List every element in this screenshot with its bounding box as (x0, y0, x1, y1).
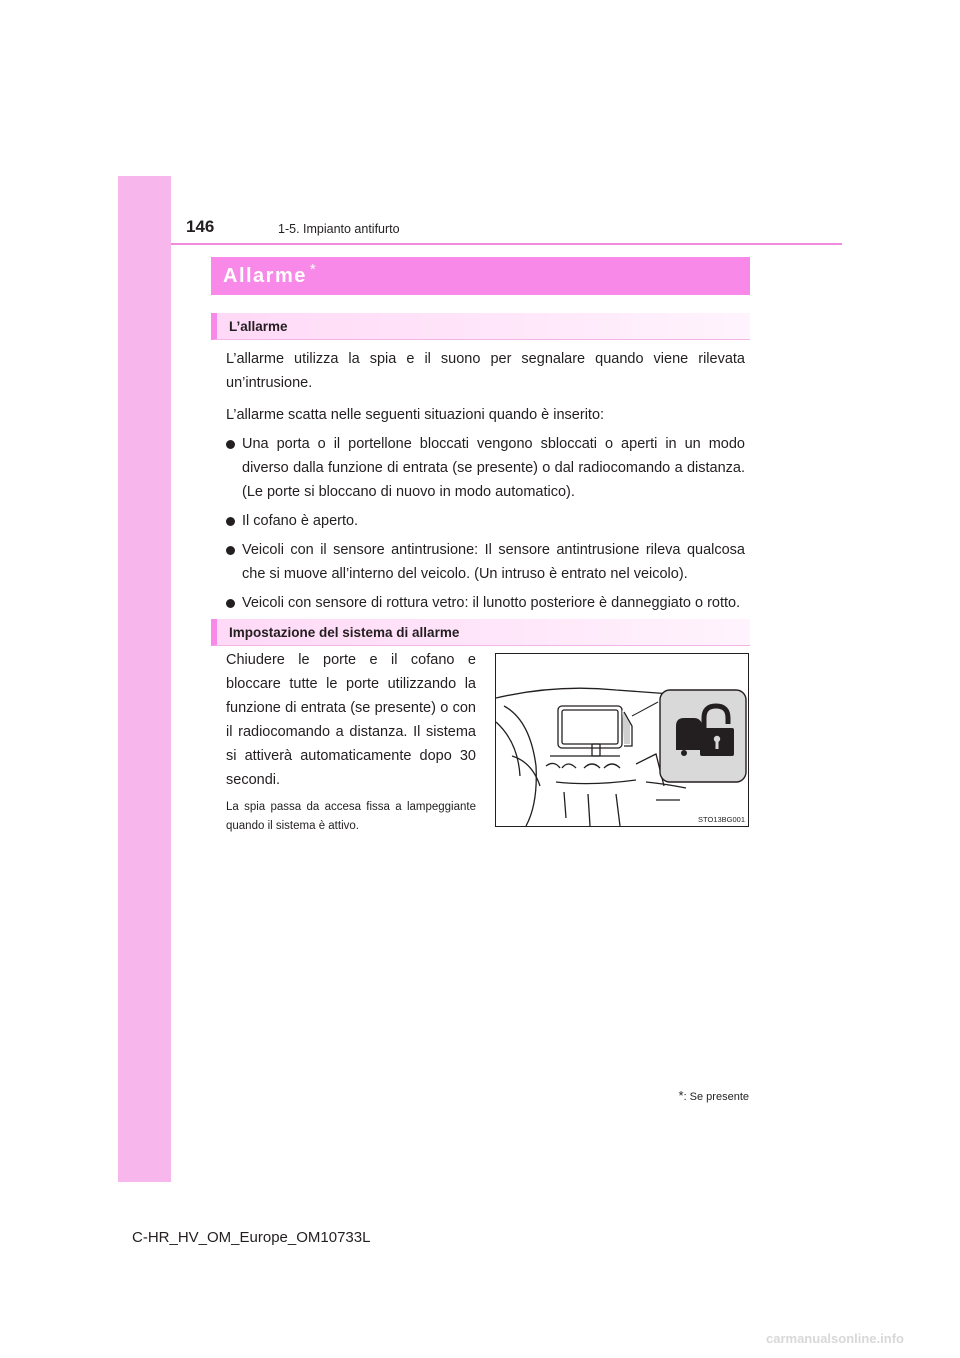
list-item (226, 509, 745, 533)
asterisk-icon: * (678, 1088, 684, 1103)
paragraph: L’allarme utilizza la spia e il suono per segnalare quando viene rilevata un’intrusione. (226, 351, 745, 391)
list-item (226, 538, 745, 586)
footnote (679, 1088, 750, 1103)
section-alarm-body (226, 347, 745, 615)
bullet-icon (226, 599, 235, 608)
list-item-text: Veicoli con il sensore antintrusione: Il sensore antintrusione rileva qualcosa che si muove all’interno del veicolo. (Un intruso è entrato nel veicolo). (242, 542, 745, 582)
bullet-icon (226, 440, 235, 449)
document-code: C-HR_HV_OM_Europe_OM10733L (132, 1229, 371, 1246)
section-title: 1-5. Impianto antifurto (278, 222, 400, 236)
section-heading-alarm (211, 313, 750, 340)
bullet-icon (226, 546, 235, 555)
note-text: La spia passa da accesa fissa a lampeggiante quando il sistema è attivo. (226, 801, 476, 832)
paragraph: L’allarme scatta nelle seguenti situazioni quando è inserito: (226, 407, 605, 423)
list-item (226, 432, 745, 504)
side-band (118, 176, 171, 1182)
section-heading-setup (211, 619, 750, 646)
section-heading-text: L’allarme (229, 318, 288, 334)
security-lock-icon (660, 690, 746, 782)
header-rule (171, 243, 842, 245)
list-item-text: Il cofano è aperto. (242, 513, 359, 529)
dashboard-illustration (496, 654, 748, 826)
list-item (226, 591, 745, 615)
asterisk-icon: * (309, 260, 316, 278)
list-item-text: Una porta o il portellone bloccati vengono sbloccati o aperti in un modo diverso dalla funzione di entrata (se presente) o dal radiocomando a distanza. (Le porte si bloccano di nuovo in modo automatico). (242, 436, 745, 500)
paragraph: Chiudere le porte e il cofano e bloccare tutte le porte utilizzando la funzione di entrata (se presente) o con il radiocomando a distanza. Il sistema si attiverà automaticamente dopo 30 secondi. (226, 652, 476, 788)
watermark: carmanualsonline.info (766, 1331, 904, 1346)
footnote-text: : Se presente (683, 1091, 749, 1103)
main-heading (211, 257, 750, 295)
main-heading-text: Allarme (223, 264, 307, 287)
bullet-icon (226, 517, 235, 526)
section-setup-body (226, 648, 476, 836)
dashboard-figure (495, 653, 749, 827)
section-heading-text: Impostazione del sistema di allarme (229, 624, 460, 640)
list-item-text: Veicoli con sensore di rottura vetro: il lunotto posteriore è danneggiato o rotto. (242, 595, 741, 611)
figure-code: STO13BG001 (698, 815, 745, 824)
bullet-list (226, 432, 745, 615)
page-number: 146 (186, 217, 215, 236)
